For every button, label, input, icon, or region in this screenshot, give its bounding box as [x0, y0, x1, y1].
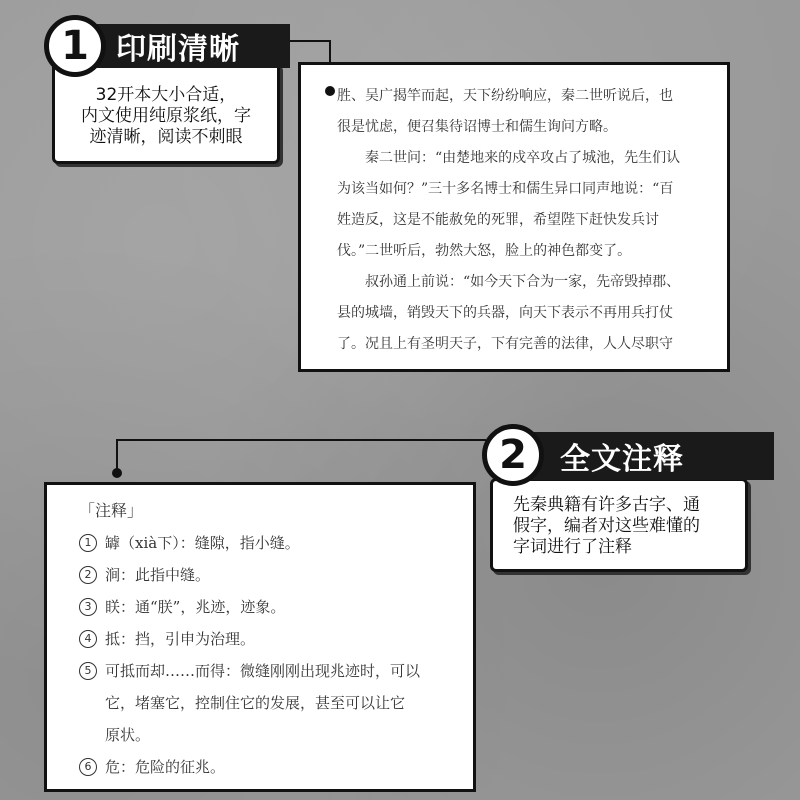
- section1-connector-dot: [325, 86, 335, 96]
- page-text-line: 很是忧虑，便召集待诏博士和儒生询问方略。: [337, 119, 617, 135]
- book-page-excerpt: [298, 62, 730, 372]
- note-item-continuation: [79, 719, 465, 751]
- note-text: 眹：通“朕”，兆迹，迹象。: [105, 598, 286, 616]
- section2-title: 全文注释: [560, 442, 684, 477]
- note-text: 罅（xià下）：缝隙，指小缝。: [105, 534, 300, 552]
- page-text-line: 叔孙通上前说：“如今天下合为一家，先帝毁掉郡、: [337, 274, 681, 290]
- section2-number: 2: [499, 432, 527, 478]
- page-text-line: 伐。”二世听后，勃然大怒，脸上的神色都变了。: [337, 243, 632, 259]
- section1-callout: [52, 62, 280, 164]
- note-item: [79, 623, 465, 655]
- note-number: 2: [79, 566, 97, 584]
- note-text: 危：危险的征兆。: [105, 758, 226, 776]
- note-text: 它，堵塞它，控制住它的发展，甚至可以让它: [105, 694, 406, 712]
- note-text: 涧：此指中缝。: [105, 566, 211, 584]
- section2-callout-line: 字词进行了注释: [513, 537, 632, 557]
- section2-callout-line: 先秦典籍有许多古字、通: [513, 495, 700, 515]
- section2-connector: [116, 439, 486, 441]
- note-number: 3: [79, 598, 97, 616]
- note-number: 5: [79, 662, 97, 680]
- page-text-line: 姓造反，这是不能赦免的死罪，希望陛下赶快发兵讨: [337, 212, 659, 228]
- note-number: 1: [79, 534, 97, 552]
- page-text-line: 县的城墙，销毁天下的兵器，向天下表示不再用兵打仗: [337, 305, 673, 321]
- page-text-line: 胜、吴广揭竿而起，天下纷纷响应，秦二世听说后，也: [337, 88, 673, 104]
- section1-callout-line: 迹清晰，阅读不刺眼: [89, 127, 243, 147]
- page-text-line: 了。况且上有圣明天子，下有完善的法律，人人尽职守: [337, 336, 673, 352]
- note-text: 原状。: [105, 726, 151, 744]
- section1-callout-line: 内文使用纯原浆纸，字: [81, 106, 251, 126]
- page-text-line: 秦二世问：“由楚地来的戍卒攻占了城池，先生们认: [337, 150, 681, 166]
- note-item-continuation: [79, 687, 465, 719]
- section2-callout-line: 假字，编者对这些难懂的: [513, 516, 700, 536]
- section2-callout: [490, 478, 748, 572]
- notes-heading: 「注释」: [79, 501, 144, 520]
- section1-number-badge: [44, 15, 106, 77]
- section1-title: 印刷清晰: [116, 32, 240, 67]
- note-number: 4: [79, 630, 97, 648]
- section1-connector: [290, 40, 330, 42]
- notes-page: [44, 482, 476, 792]
- note-item: [79, 527, 465, 559]
- page-text-line: 为该当如何？”三十多名博士和儒生异口同声地说：“百: [337, 181, 674, 197]
- section1-number: 1: [61, 23, 89, 69]
- note-text: 可抵而却……而得：微缝刚刚出现兆迹时，可以: [105, 662, 421, 680]
- section2-number-badge: [482, 424, 544, 486]
- note-item: [79, 559, 465, 591]
- note-item: [79, 591, 465, 623]
- note-number: 6: [79, 758, 97, 776]
- note-item: [79, 655, 465, 687]
- section2-connector-dot: [112, 468, 122, 478]
- note-text: 抵：挡，引申为治理。: [105, 630, 256, 648]
- section1-callout-line: 32开本大小合适，: [95, 85, 237, 105]
- note-item: [79, 751, 465, 783]
- section2-title-bar: [520, 432, 774, 480]
